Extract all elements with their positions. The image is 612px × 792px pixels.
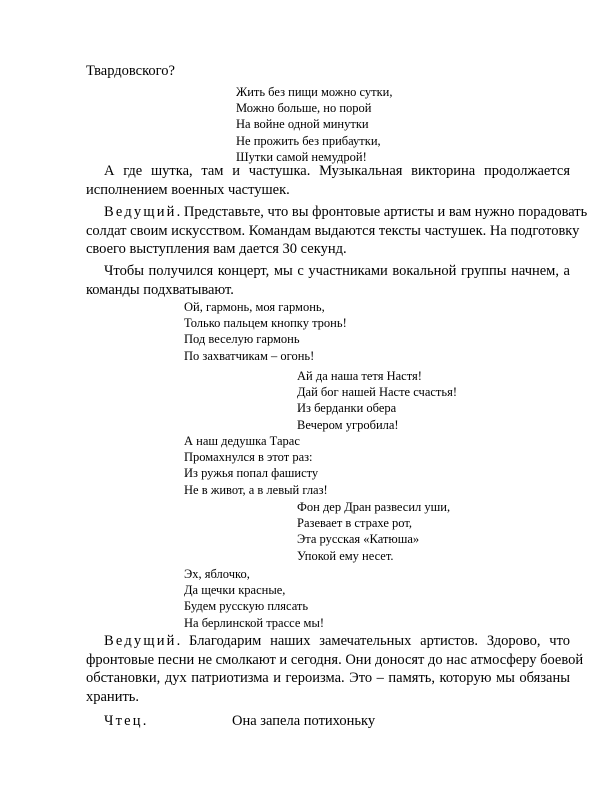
- paragraph-line: обстановки, дух патриотизма и героизма. Это – память, которую мы обязаны: [86, 670, 570, 686]
- verse-line: Дай бог нашей Насте счастья!: [297, 385, 457, 400]
- poem-line: Шутки самой немудрой!: [236, 149, 367, 164]
- chastushka-stanza-2: [297, 368, 457, 433]
- paragraph-host-thanks: [86, 632, 584, 706]
- paragraph-line: хранить.: [86, 688, 140, 705]
- verse-line: По захватчикам – огонь!: [184, 348, 315, 363]
- verse-line: Ой, гармонь, моя гармонь,: [184, 300, 325, 314]
- verse-line: Эта русская «Катюша»: [297, 532, 420, 547]
- verse-line: Да щечки красные,: [184, 583, 286, 598]
- verse-line: Эх, яблочко,: [184, 567, 250, 581]
- paragraph-line: фронтовые песни не смолкают и сегодня. Они доносят до нас атмосферу боевой: [86, 651, 584, 668]
- verse-line: Фон дер Дран развесил уши,: [297, 500, 451, 514]
- verse-line: А наш дедушка Тарас: [184, 434, 300, 448]
- paragraph-quiz-continues: [86, 162, 570, 199]
- verse-line: Из берданки обера: [297, 401, 397, 416]
- paragraph-host-instructions: [86, 203, 588, 259]
- paragraph-line: Ведущий. Представьте, что вы фронтовые артисты и вам нужно порадовать: [104, 204, 588, 220]
- paragraph-line: команды подхватывают.: [86, 281, 234, 298]
- verse-line: Упокой ему несет.: [297, 548, 394, 563]
- paragraph-line: исполнением военных частушек.: [86, 181, 290, 198]
- paragraph-line: Чтобы получился концерт, мы с участниками вокальной группы начнем, а: [104, 263, 570, 279]
- verse-line: Только пальцем кнопку тронь!: [184, 316, 347, 331]
- poem-line: Жить без пищи можно сутки,: [236, 85, 393, 99]
- reader-label: Чтец.: [104, 713, 149, 729]
- verse-line: Под веселую гармонь: [184, 332, 300, 347]
- verse-line: Из ружья попал фашисту: [184, 466, 319, 481]
- verse-line: Вечером угробила!: [297, 417, 399, 432]
- paragraph-line: А где шутка, там и частушка. Музыкальная викторина продолжается: [104, 163, 570, 179]
- paragraph-line: Ведущий. Благодарим наших замечательных артистов. Здорово, что: [104, 633, 570, 649]
- poem-line: Можно больше, но порой: [236, 101, 372, 116]
- speaker-label: Ведущий: [104, 204, 177, 220]
- poem-tvardovsky: [236, 84, 393, 165]
- paragraph-concert: [86, 262, 570, 299]
- poem-line: На войне одной минутки: [236, 117, 369, 132]
- reader-text: Она запела потихоньку: [232, 713, 376, 729]
- chastushka-stanza-4: [297, 499, 450, 564]
- speaker-label: Ведущий: [104, 633, 177, 649]
- verse-line: Промахнулся в этот раз:: [184, 450, 313, 465]
- intro-line: Твардовского?: [86, 63, 175, 79]
- chastushka-stanza-3: [184, 433, 328, 498]
- verse-line: Не в живот, а в левый глаз!: [184, 482, 328, 497]
- verse-line: Разевает в страхе рот,: [297, 516, 412, 531]
- verse-line: Ай да наша тетя Настя!: [297, 369, 422, 383]
- verse-line: На берлинской трассе мы!: [184, 615, 325, 630]
- paragraph-line: своего выступления вам дается 30 секунд.: [86, 241, 347, 257]
- chastushka-stanza-1: [184, 299, 347, 364]
- poem-line: Не прожить без прибаутки,: [236, 133, 381, 148]
- verse-line: Будем русскую плясать: [184, 599, 309, 614]
- paragraph-line: солдат своим искусством. Командам выдаются тексты частушек. На подготовку: [86, 222, 580, 239]
- chastushka-stanza-5: [184, 566, 324, 631]
